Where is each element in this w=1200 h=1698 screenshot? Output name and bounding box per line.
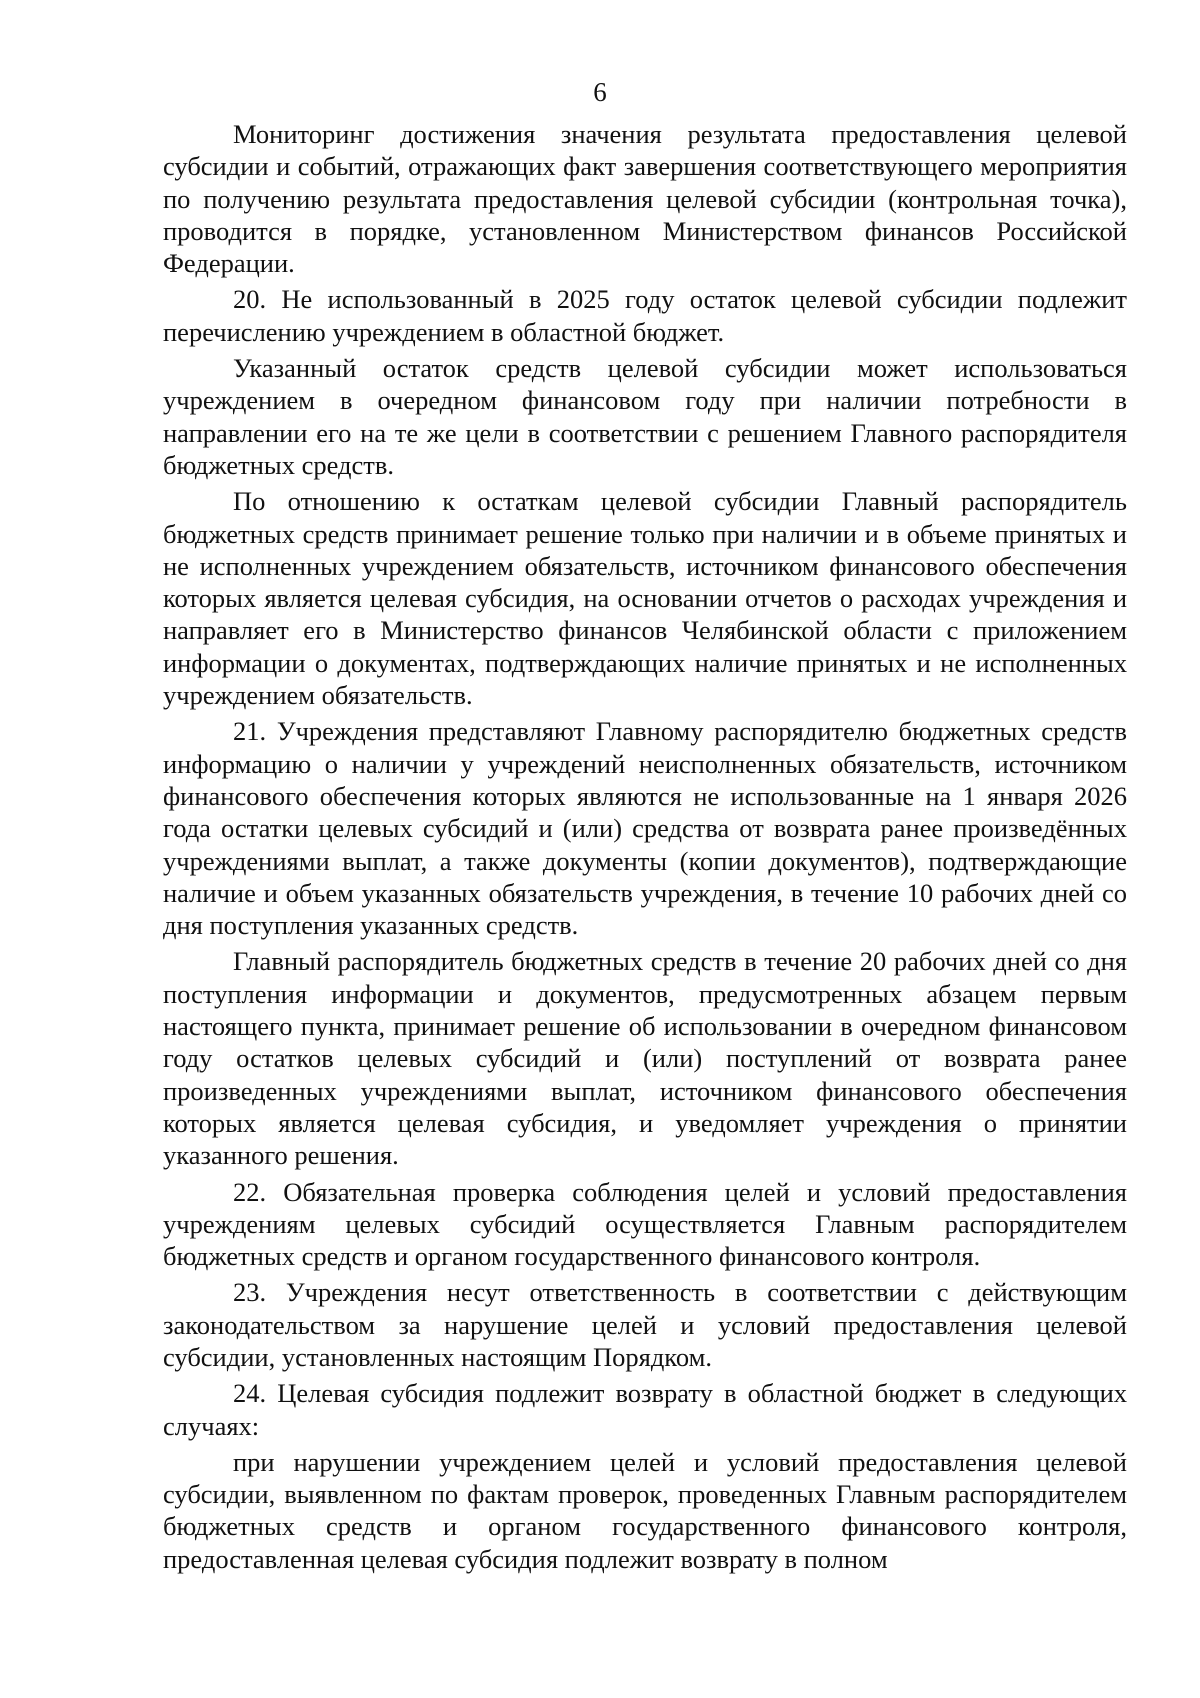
paragraph-clause-21: 21. Учреждения представляют Главному распорядителю бюджетных средств информацию о наличии у учреждений неисполненных обязательств, источником финансового обеспечения которых являются не использованные на 1 января 2026 года остатки целевых субсидий и (или) средства от возврата ранее произведённых учреждениями выплат, а также документы (копии документов), подтверждающие наличие и объем указанных обязательств учреждения, в течение 10 рабочих дней со дня поступления указанных средств. xyxy=(163,716,1127,941)
document-body xyxy=(163,118,1127,1575)
paragraph-clause-22: 22. Обязательная проверка соблюдения целей и условий предоставления учреждениям целевых субсидий осуществляется Главным распорядителем бюджетных средств и органом государственного финансового контроля. xyxy=(163,1176,1127,1272)
paragraph-monitoring: Мониторинг достижения значения результата предоставления целевой субсидии и событий, отражающих факт завершения соответствующего мероприятия по получению результата предоставления целевой субсидии (контрольная точка), проводится в порядке, установленном Министерством финансов Российской Федерации. xyxy=(163,119,1127,279)
paragraph-clause-23: 23. Учреждения несут ответственность в соответствии с действующим законодательством за нарушение целей и условий предоставления целевой субсидии, установленных настоящим Порядком. xyxy=(163,1277,1127,1372)
paragraph-main-administrator-decision: Главный распорядитель бюджетных средств в течение 20 рабочих дней со дня поступления информации и документов, предусмотренных абзацем первым настоящего пункта, принимает решение об использовании в очередном финансовом году остатков целевых субсидий и (или) поступлений от возврата ранее произведенных учреждениями выплат, источником финансового обеспечения которых является целевая субсидия, и уведомляет учреждения о принятии указанного решения. xyxy=(163,946,1127,1171)
paragraph-remaining-funds-decision: По отношению к остаткам целевой субсидии Главный распорядитель бюджетных средств принимает решение только при наличии и в объеме принятых и не исполненных учреждением обязательств, источником финансового обеспечения которых является целевая субсидия, на основании отчетов о расходах учреждения и направляет его в Министерство финансов Челябинской области с приложением информации о документах, подтверждающих наличие принятых и не исполненных учреждением обязательств. xyxy=(163,486,1127,711)
paragraph-remaining-funds-use: Указанный остаток средств целевой субсидии может использоваться учреждением в очередном финансовом году при наличии потребности в направлении его на те же цели в соответствии с решением Главного распорядителя бюджетных средств. xyxy=(163,353,1127,480)
paragraph-return-conditions: при нарушении учреждением целей и условий предоставления целевой субсидии, выявленном по фактам проверок, проведенных Главным распорядителем бюджетных средств и органом государственного финансового контроля, предоставленная целевая субсидия подлежит возврату в полном xyxy=(163,1446,1127,1574)
page-number: 6 xyxy=(593,77,607,107)
paragraph-clause-24: 24. Целевая субсидия подлежит возврату в областной бюджет в следующих случаях: xyxy=(163,1378,1127,1441)
paragraph-clause-20: 20. Не использованный в 2025 году остаток целевой субсидии подлежит перечислению учреждением в областной бюджет. xyxy=(163,284,1127,347)
